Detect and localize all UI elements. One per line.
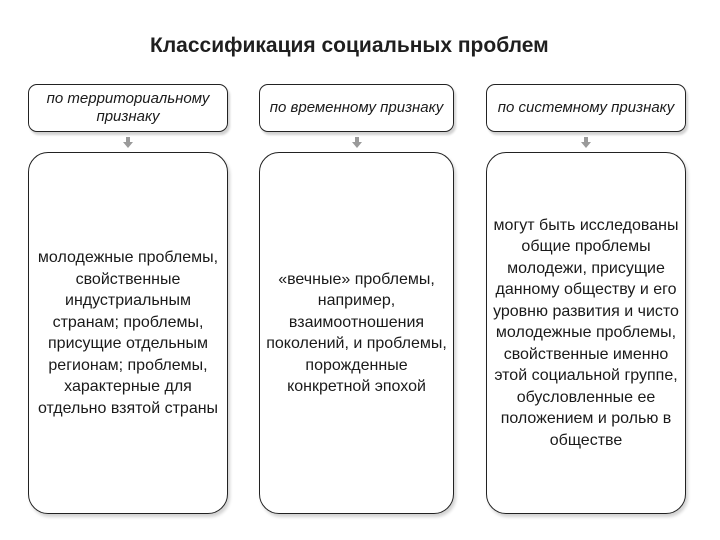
header-systemic <box>486 84 686 132</box>
content-territorial-text: молодежные проблемы, свойственные индустриальным странам; проблемы, присущие отдельным регионам; проблемы, характерные для отдельно взятой страны <box>37 249 219 417</box>
header-systemic-label: по системному признаку <box>497 99 675 116</box>
content-systemic-text: могут быть исследованы общие проблемы молодежи, присущие данному обществу и его уровню развития и чисто молодежные проблемы, свойственные именно этой социальной группе, обусловленные ее положением и ролью в обществе <box>493 216 679 449</box>
down-arrow-icon <box>352 137 362 148</box>
diagram-title: Классификация социальных проблем <box>150 34 549 57</box>
down-arrow-icon <box>581 137 591 148</box>
content-temporal-text: «вечные» проблемы, например, взаимоотношения поколений, и проблемы, порожденные конкретной эпохой <box>266 270 447 395</box>
content-systemic <box>486 152 686 514</box>
header-territorial <box>28 84 228 132</box>
header-temporal <box>259 84 454 132</box>
header-territorial-label: по территориальному признаку <box>46 90 210 125</box>
content-territorial <box>28 152 228 514</box>
content-temporal <box>259 152 454 514</box>
down-arrow-icon <box>123 137 133 148</box>
header-temporal-label: по временному признаку <box>269 99 444 116</box>
